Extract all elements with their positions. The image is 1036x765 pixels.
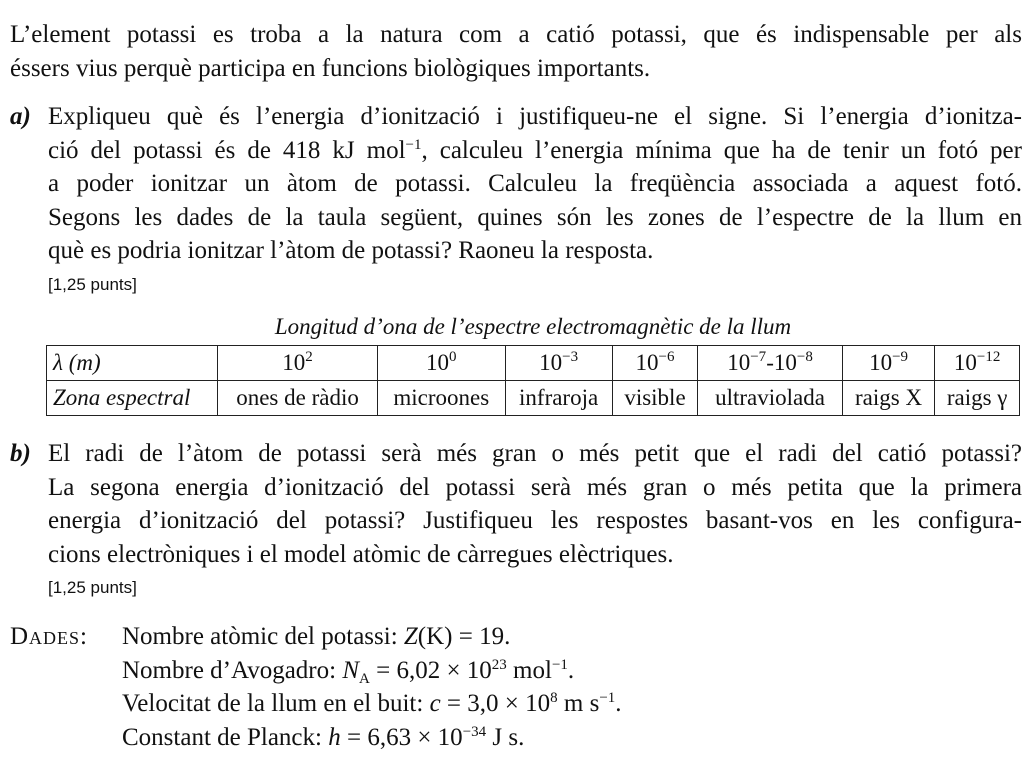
table-cell-wavelength: $10^0$ (378, 346, 505, 381)
table-header-wavelength: λ (m) (47, 346, 218, 381)
question-a-line-4: Segons les dades de la taula següent, quines són les zones de l’espectre de la llum en (48, 203, 1022, 231)
data-atomic-number: Nombre atòmic del potassi: Z(K) = 19. (122, 623, 511, 650)
question-a (10, 100, 1022, 296)
question-b-line-4: cions electròniques i el model atòmic de càrregues elèctriques. (48, 540, 674, 568)
question-a-label: a) (10, 103, 31, 130)
question-b-line-2: La segona energia d’ionització del potassi serà més gran o més petita que la primera (48, 473, 1022, 501)
table-cell-wavelength: $10^{-6}$ (612, 346, 698, 381)
table-cell-zone: raigs X (842, 381, 935, 416)
table-header-zone: Zona espectral (47, 381, 218, 416)
question-a-points: [1,25 punts] (48, 274, 137, 294)
table-row-wavelength (47, 346, 1020, 381)
question-a-line-5: què es podria ionitzar l’àtom de potassi? Raoneu la resposta. (48, 237, 654, 264)
table-cell-zone: visible (612, 381, 698, 416)
table-cell-zone: microones (378, 381, 505, 416)
table-cell-zone: ultraviolada (698, 381, 843, 416)
table-row-zone (47, 381, 1020, 416)
table-caption: Longitud d’ona de l’espectre electromagnètic de la llum (274, 314, 792, 339)
intro-paragraph (10, 18, 1022, 86)
table-cell-zone: infraroja (505, 381, 612, 416)
question-b-line-1: El radi de l’àtom de potassi serà més gran o més petit que el radi del catió potassi? (48, 440, 1022, 467)
table-cell-wavelength: $10^2$ (218, 346, 378, 381)
data-planck: Constant de Planck: $h = 6,63 \times 10^{-34}$ J s. (122, 723, 525, 751)
intro-line-2: éssers vius perquè participa en funcions biològiques importants. (10, 55, 651, 82)
question-a-line-3: a poder ionitzar un àtom de potassi. Calculeu la freqüència associada a aquest fotó. (48, 170, 1022, 197)
question-a-line-2: ció del potassi és de 418 kJ mol$^{-1}$, calculeu l’energia mínima que ha de tenir un fotó per (48, 136, 1022, 164)
table-cell-zone: raigs γ (935, 381, 1020, 416)
table-cell-wavelength: $10^{-12}$ (935, 346, 1020, 381)
intro-line-1: L’element potassi es troba a la natura com a catió potassi, que és indispensable per als (10, 21, 1022, 48)
question-a-line-1: Expliqueu què és l’energia d’ionització i justifiqueu-ne el signe. Si l’energia d’ionitza- (48, 103, 1022, 130)
question-b-line-3: energia d’ionització del potassi? Justifiqueu les respostes basant-vos en les configura- (48, 507, 1022, 534)
data-light-speed: Velocitat de la llum en el buit: $c = 3,0 \times 10^8$ m $s^{-1}$. (122, 690, 622, 717)
table-cell-wavelength: $10^{-9}$ (842, 346, 935, 381)
question-b (10, 437, 1022, 599)
question-b-label: b) (10, 440, 31, 467)
spectrum-table (46, 345, 1020, 416)
table-cell-wavelength: $10^{-7}-10^{-8}$ (698, 346, 843, 381)
table-cell-zone: ones de ràdio (218, 381, 378, 416)
data-label: Dades: (10, 623, 89, 650)
question-b-points: [1,25 punts] (48, 578, 137, 597)
data-avogadro: Nombre d’Avogadro: $N_A = 6,02 \times 10^{23}$ mol$^{-1}$. (122, 656, 575, 687)
table-cell-wavelength: $10^{-3}$ (505, 346, 612, 381)
